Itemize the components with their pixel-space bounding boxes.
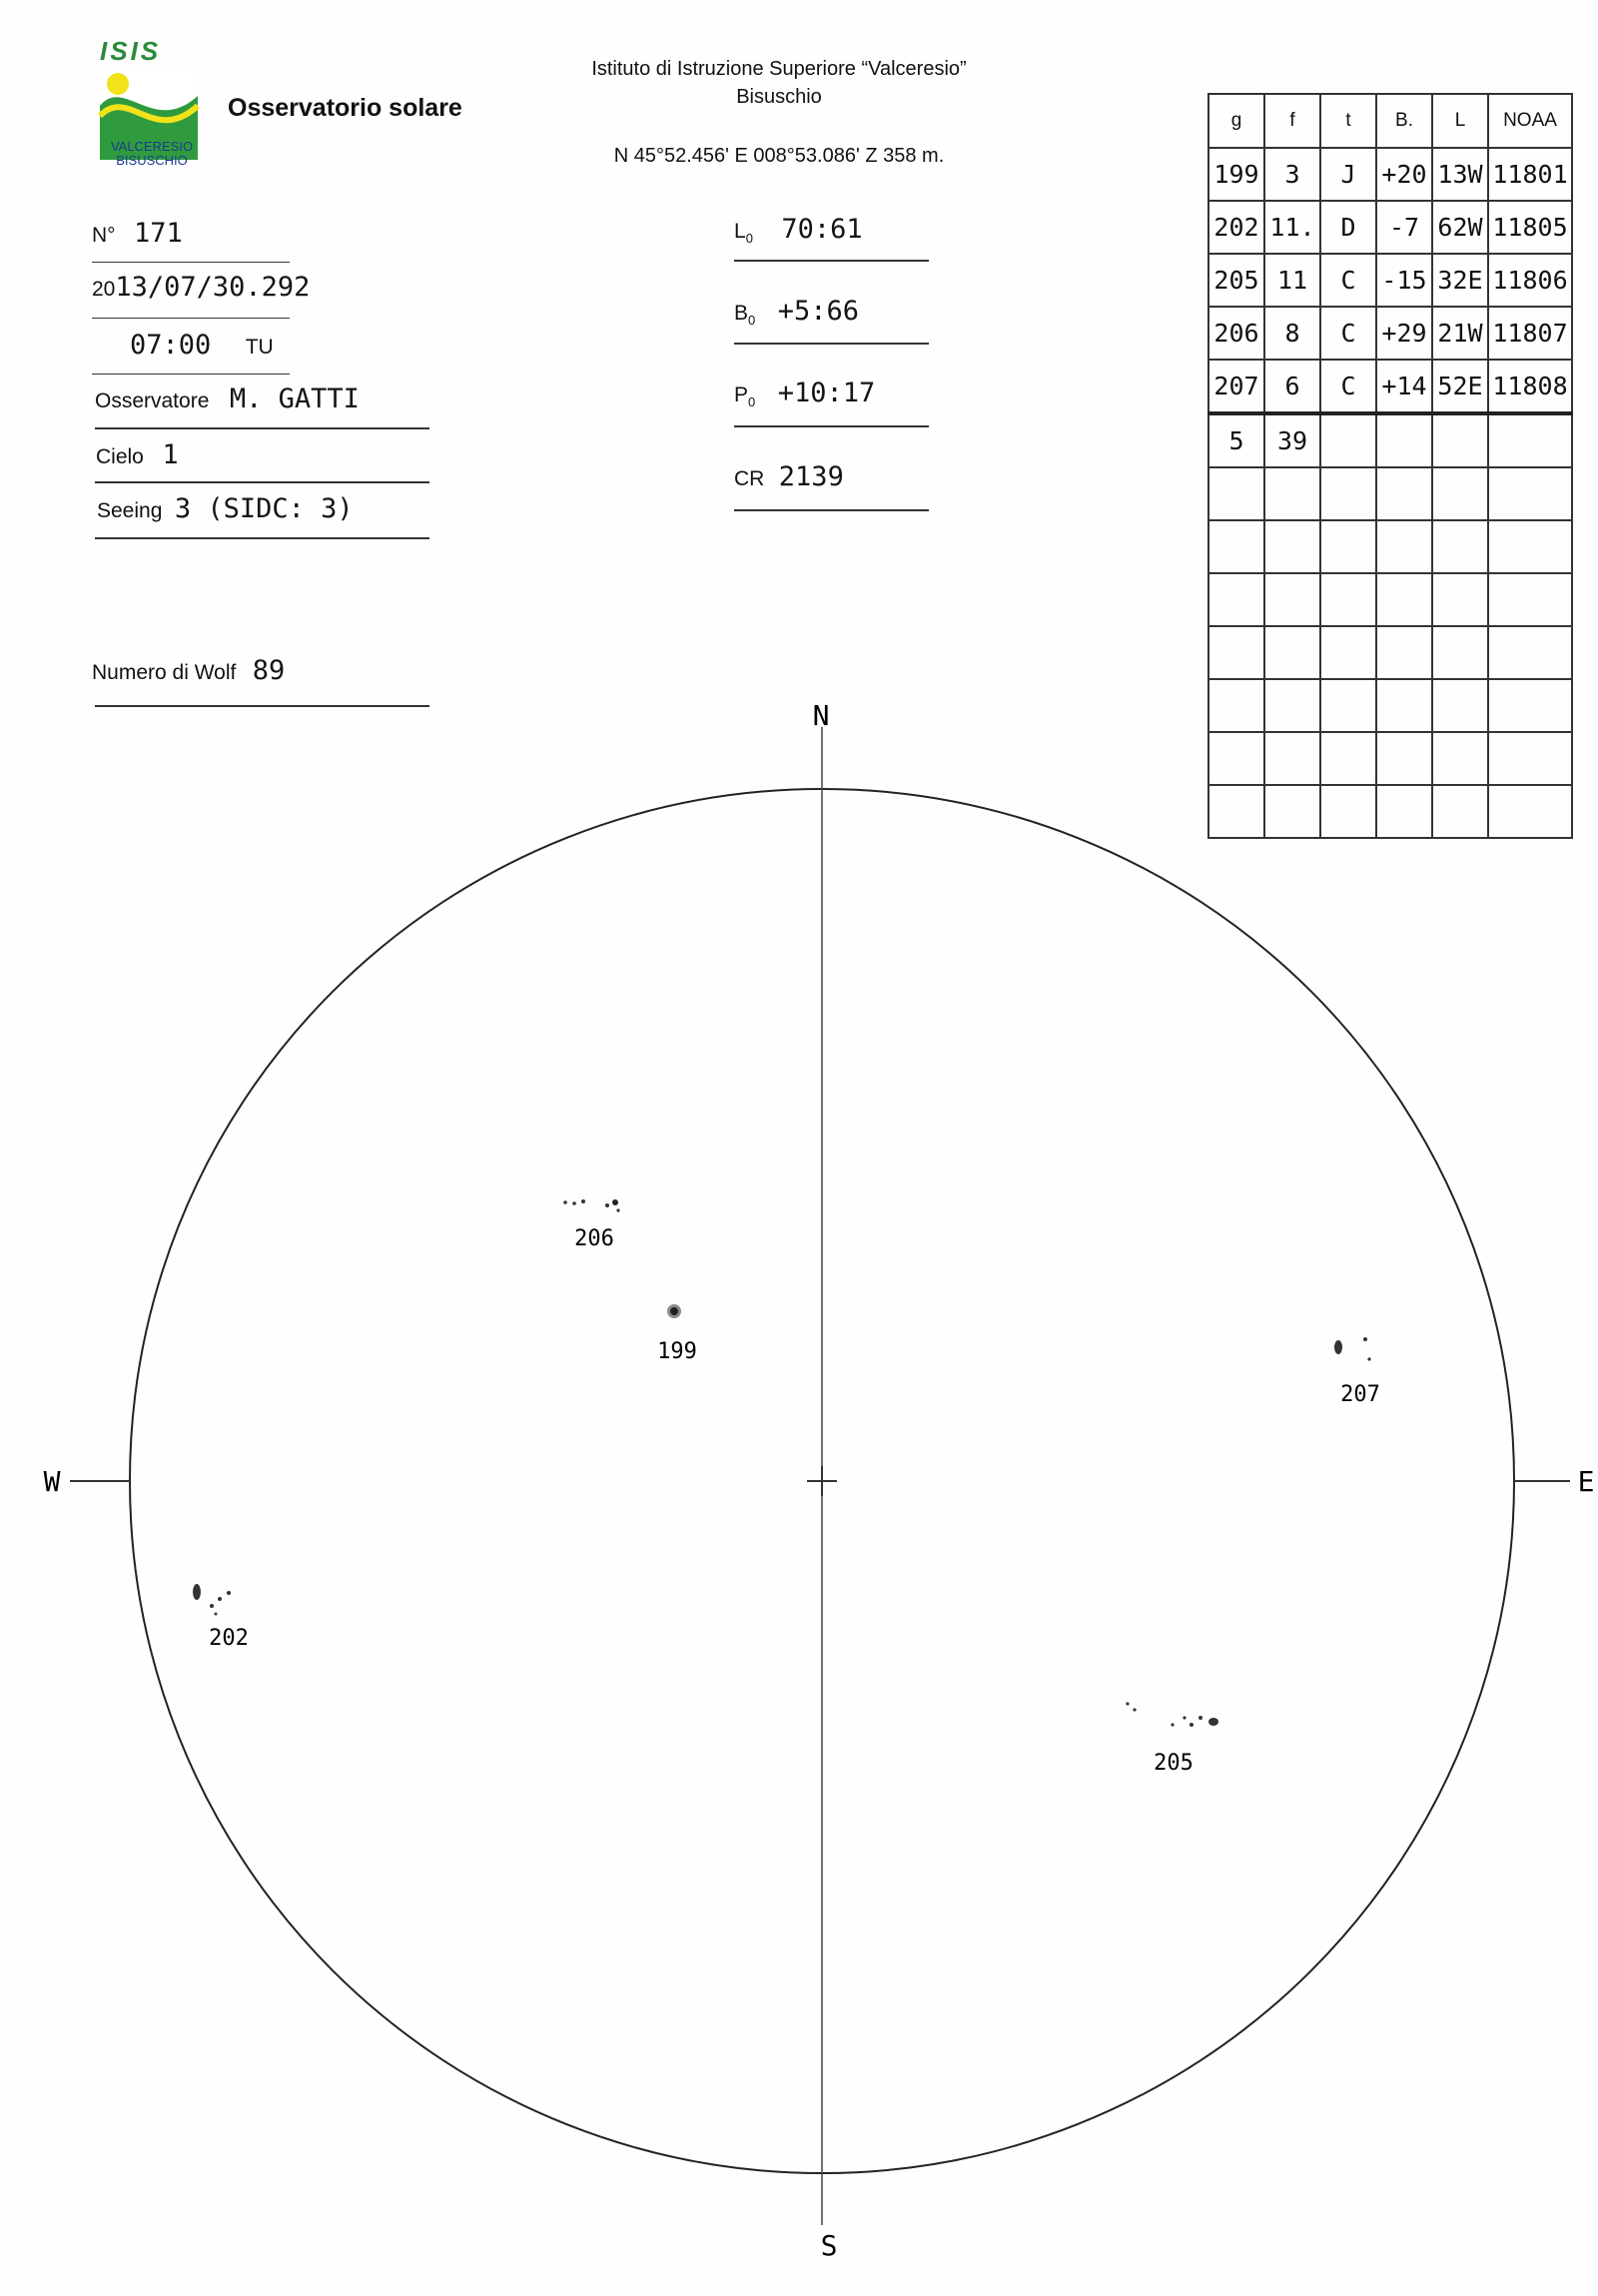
group-label-199: 199 [657, 1339, 697, 1364]
sunspot-group-206 [563, 1199, 619, 1251]
sunspot-group-205 [1126, 1702, 1218, 1776]
cell-t: C [1320, 254, 1376, 307]
number-value: 171 [134, 218, 183, 249]
cell-noaa: 11806 [1488, 254, 1572, 307]
group-label-205: 205 [1154, 1751, 1194, 1776]
column-header-l: L [1432, 94, 1488, 148]
total-g: 5 [1208, 413, 1264, 467]
sky-label: Cielo [96, 445, 144, 468]
cell-f: 11 [1264, 254, 1320, 307]
north-label: N [812, 699, 830, 732]
date-prefix: 20 [92, 278, 116, 301]
wolf-label: Numero di Wolf [92, 661, 237, 684]
cell-b: +14 [1376, 360, 1432, 413]
observer-value: M. GATTI [229, 383, 360, 414]
p0-label: $P_0$ [734, 383, 756, 410]
cell-f: 6 [1264, 360, 1320, 413]
logo-text: ISIS [100, 36, 162, 66]
cell-l: 13W [1432, 148, 1488, 201]
l0-value: 70:61 [781, 214, 863, 245]
cell-f: 8 [1264, 307, 1320, 360]
column-header-b: B. [1376, 94, 1432, 148]
institute-name: Istituto di Istruzione Superiore “Valceresio” [591, 58, 967, 80]
page-title: Osservatorio solare [228, 94, 462, 122]
column-header-t: t [1320, 94, 1376, 148]
column-header-f: f [1264, 94, 1320, 148]
wolf-value: 89 [252, 655, 286, 686]
b0-label: $B_0$ [734, 302, 756, 329]
group-label-207: 207 [1340, 1382, 1380, 1407]
cell-g: 205 [1208, 254, 1264, 307]
cell-noaa: 11808 [1488, 360, 1572, 413]
cell-t: C [1320, 360, 1376, 413]
observer-label: Osservatore [95, 389, 210, 412]
sunspot-group-199 [657, 1304, 697, 1364]
cell-b: -15 [1376, 254, 1432, 307]
cell-l: 32E [1432, 254, 1488, 307]
date-value: 13/07/30.292 [115, 272, 311, 303]
institute-town: Bisuschio [736, 86, 822, 108]
column-header-noaa: NOAA [1488, 94, 1572, 148]
cell-l: 21W [1432, 307, 1488, 360]
time-value: 07:00 [130, 330, 212, 361]
cell-l: 62W [1432, 201, 1488, 254]
cell-t: C [1320, 307, 1376, 360]
number-label: N° [92, 224, 116, 247]
cell-noaa: 11805 [1488, 201, 1572, 254]
east-label: E [1577, 1465, 1595, 1498]
b0-value: +5:66 [777, 296, 859, 327]
logo-sub-1: VALCERESIO [110, 139, 194, 154]
sunspot-group-207 [1334, 1337, 1380, 1407]
group-label-202: 202 [209, 1626, 249, 1651]
cell-b: +20 [1376, 148, 1432, 201]
cell-t: D [1320, 201, 1376, 254]
sky-value: 1 [162, 439, 179, 470]
cr-value: 2139 [778, 461, 844, 492]
center-cross-v [821, 1466, 823, 1496]
group-label-206: 206 [574, 1226, 614, 1251]
cell-f: 3 [1264, 148, 1320, 201]
seeing-label: Seeing [97, 499, 163, 522]
cell-g: 207 [1208, 360, 1264, 413]
cell-t: J [1320, 148, 1376, 201]
sunspot-group-202 [193, 1584, 249, 1651]
cell-f: 11. [1264, 201, 1320, 254]
l0-label: $L_0$ [734, 220, 753, 247]
cell-b: -7 [1376, 201, 1432, 254]
cell-l: 52E [1432, 360, 1488, 413]
south-label: S [820, 2229, 838, 2262]
time-unit: TU [245, 336, 274, 359]
total-f: 39 [1264, 413, 1320, 467]
seeing-value: 3 (SIDC: 3) [174, 493, 354, 524]
cell-g: 206 [1208, 307, 1264, 360]
column-header-g: g [1208, 94, 1264, 148]
west-label: W [43, 1465, 61, 1498]
observatory-coords: N 45°52.456' E 008°53.086' Z 358 m. [613, 145, 945, 167]
cr-label: CR [734, 467, 765, 490]
cell-noaa: 11807 [1488, 307, 1572, 360]
cell-noaa: 11801 [1488, 148, 1572, 201]
p0-value: +10:17 [777, 378, 876, 408]
cell-g: 199 [1208, 148, 1264, 201]
cell-g: 202 [1208, 201, 1264, 254]
logo-sub-2: BISUSCHIO [116, 153, 188, 168]
cell-b: +29 [1376, 307, 1432, 360]
